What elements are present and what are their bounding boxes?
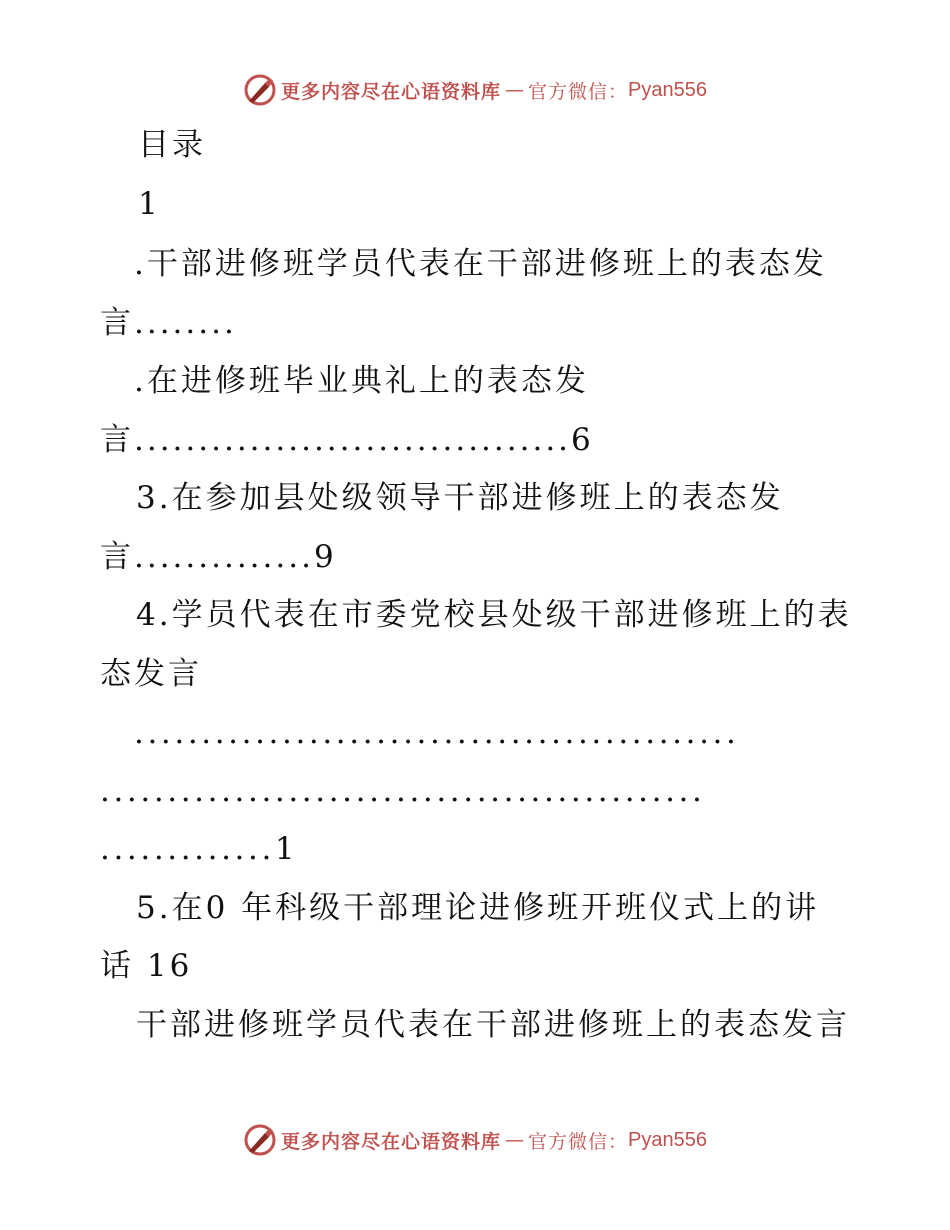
banner-dash: — xyxy=(505,1129,525,1151)
banner-brand-text: 更多内容尽在心语资料库 xyxy=(281,80,502,103)
toc-entry-4-leader-dots-1: ............................................. xyxy=(134,715,740,751)
toc-entry-4-leader-dots-3: .............1 xyxy=(100,831,299,867)
banner-dash: — xyxy=(505,79,525,101)
toc-entry-3-text: 3.在参加县处级领导干部进修班上的表态发 xyxy=(136,480,784,516)
toc-entry-1-continuation: 言........ xyxy=(100,305,237,341)
body-heading: 干部进修班学员代表在干部进修班上的表态发言 xyxy=(136,1007,850,1043)
toc-number-1: 1 xyxy=(138,186,161,222)
toc-entry-5-text: 5.在0 年科级干部理论进修班开班仪式上的讲 xyxy=(136,890,820,926)
toc-entry-2-continuation: 言..................................6 xyxy=(100,422,594,458)
toc-entry-3-continuation: 言..............9 xyxy=(100,539,337,575)
banner-wechat-handle: Pyan556 xyxy=(628,1128,707,1151)
footer-watermark-banner xyxy=(0,1120,950,1160)
pen-logo-icon xyxy=(243,73,277,107)
toc-entry-4-continuation: 态发言 xyxy=(100,656,202,692)
toc-entry-4-text: 4.学员代表在市委党校县处级干部进修班上的表 xyxy=(136,597,852,633)
toc-entry-5-continuation: 话 16 xyxy=(100,948,193,984)
banner-wechat-label: 官方微信： xyxy=(528,80,629,103)
toc-entry-4-leader-dots-2: ............................................. xyxy=(100,773,706,809)
banner-wechat-label: 官方微信： xyxy=(528,1130,629,1153)
pen-logo-icon xyxy=(243,1123,277,1157)
banner-wechat-handle: Pyan556 xyxy=(628,78,707,101)
banner-brand-text: 更多内容尽在心语资料库 xyxy=(281,1130,502,1153)
toc-entry-2-text: .在进修班毕业典礼上的表态发 xyxy=(134,363,589,399)
toc-title: 目录 xyxy=(138,127,206,163)
toc-entry-1-text: .干部进修班学员代表在干部进修班上的表态发 xyxy=(134,246,827,282)
header-watermark-banner xyxy=(0,70,950,110)
